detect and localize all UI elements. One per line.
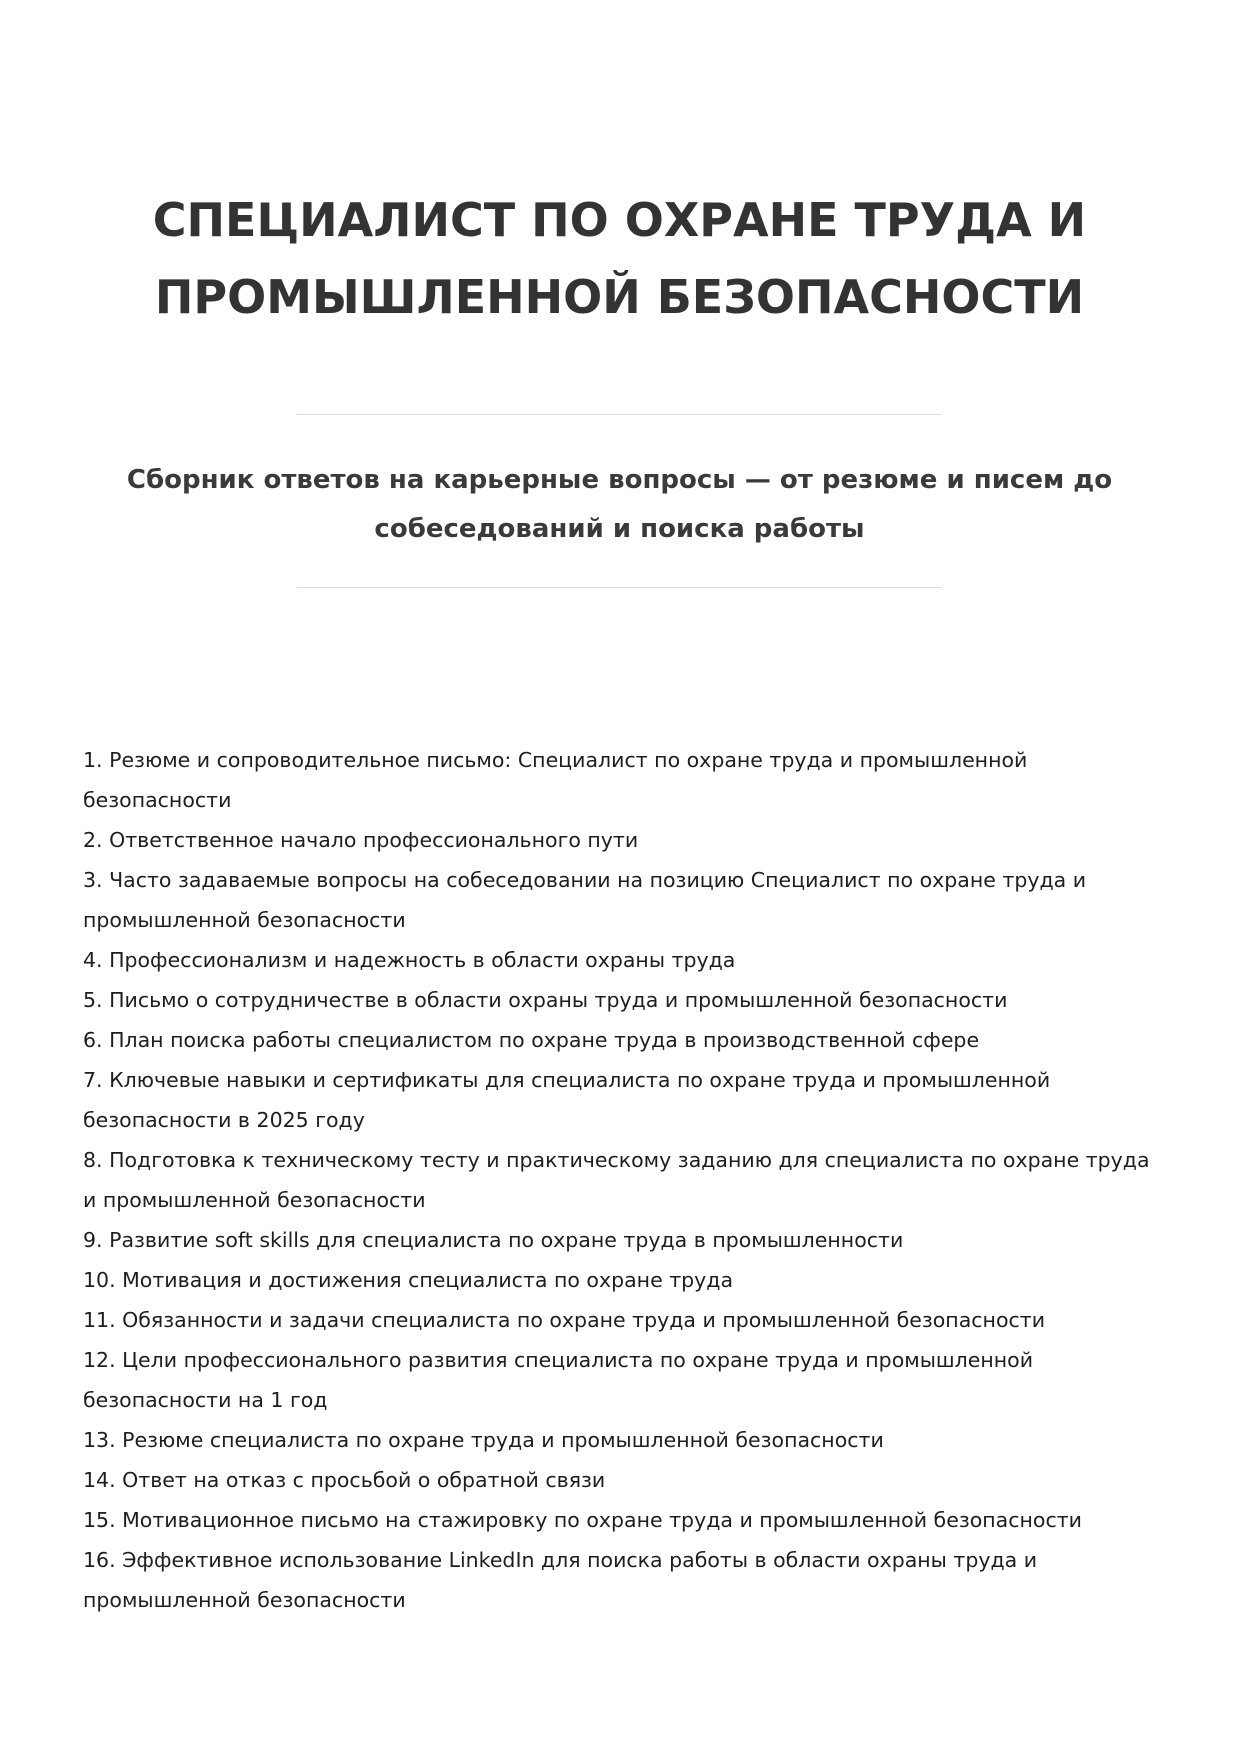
page-title-line-1: СПЕЦИАЛИСТ ПО ОХРАНЕ ТРУДА И	[152, 193, 1087, 247]
page-title-line-2: ПРОМЫШЛЕННОЙ БЕЗОПАСНОСТИ	[154, 270, 1085, 324]
top-divider	[297, 414, 942, 415]
toc-item-9: 9. Развитие soft skills для специалиста по охране труда в промышленности	[83, 1228, 904, 1252]
toc-item-15: 15. Мотивационное письмо на стажировку по охране труда и промышленной безопасности	[83, 1508, 1082, 1532]
subtitle	[0, 456, 1239, 554]
toc-item-4: 4. Профессионализм и надежность в области охраны труда	[83, 948, 736, 972]
toc-item-3: 3. Часто задаваемые вопросы на собеседовании на позицию Специалист по охране труда и промышленной безопасности	[83, 868, 1087, 932]
toc-item-10: 10. Мотивация и достижения специалиста по охране труда	[83, 1268, 734, 1292]
bottom-divider	[297, 587, 942, 588]
toc-item-14: 14. Ответ на отказ с просьбой о обратной связи	[83, 1468, 606, 1492]
subtitle-line-1: Сборник ответов на карьерные вопросы — от резюме и писем до	[126, 465, 1113, 495]
subtitle-line-2: собеседований и поиска работы	[374, 514, 865, 544]
toc-item-2: 2. Ответственное начало профессионального пути	[83, 828, 639, 852]
toc-item-5: 5. Письмо о сотрудничестве в области охраны труда и промышленной безопасности	[83, 988, 1008, 1012]
toc-item-7: 7. Ключевые навыки и сертификаты для специалиста по охране труда и промышленной безопасности в 2025 году	[83, 1068, 1051, 1132]
toc-item-6: 6. План поиска работы специалистом по охране труда в производственной сфере	[83, 1028, 980, 1052]
toc-item-11: 11. Обязанности и задачи специалиста по охране труда и промышленной безопасности	[83, 1308, 1046, 1332]
toc-item-16: 16. Эффективное использование LinkedIn для поиска работы в области охраны труда и промышленной безопасности	[83, 1548, 1038, 1612]
toc-item-13: 13. Резюме специалиста по охране труда и промышленной безопасности	[83, 1428, 884, 1452]
page-title	[0, 182, 1239, 336]
toc-item-8: 8. Подготовка к техническому тесту и практическому заданию для специалиста по охране труда и промышленной безопасности	[83, 1148, 1150, 1212]
toc-item-1: 1. Резюме и сопроводительное письмо: Специалист по охране труда и промышленной безопасности	[83, 748, 1028, 812]
toc-item-12: 12. Цели профессионального развития специалиста по охране труда и промышленной безопасности на 1 год	[83, 1348, 1034, 1412]
table-of-contents	[83, 740, 1163, 1620]
